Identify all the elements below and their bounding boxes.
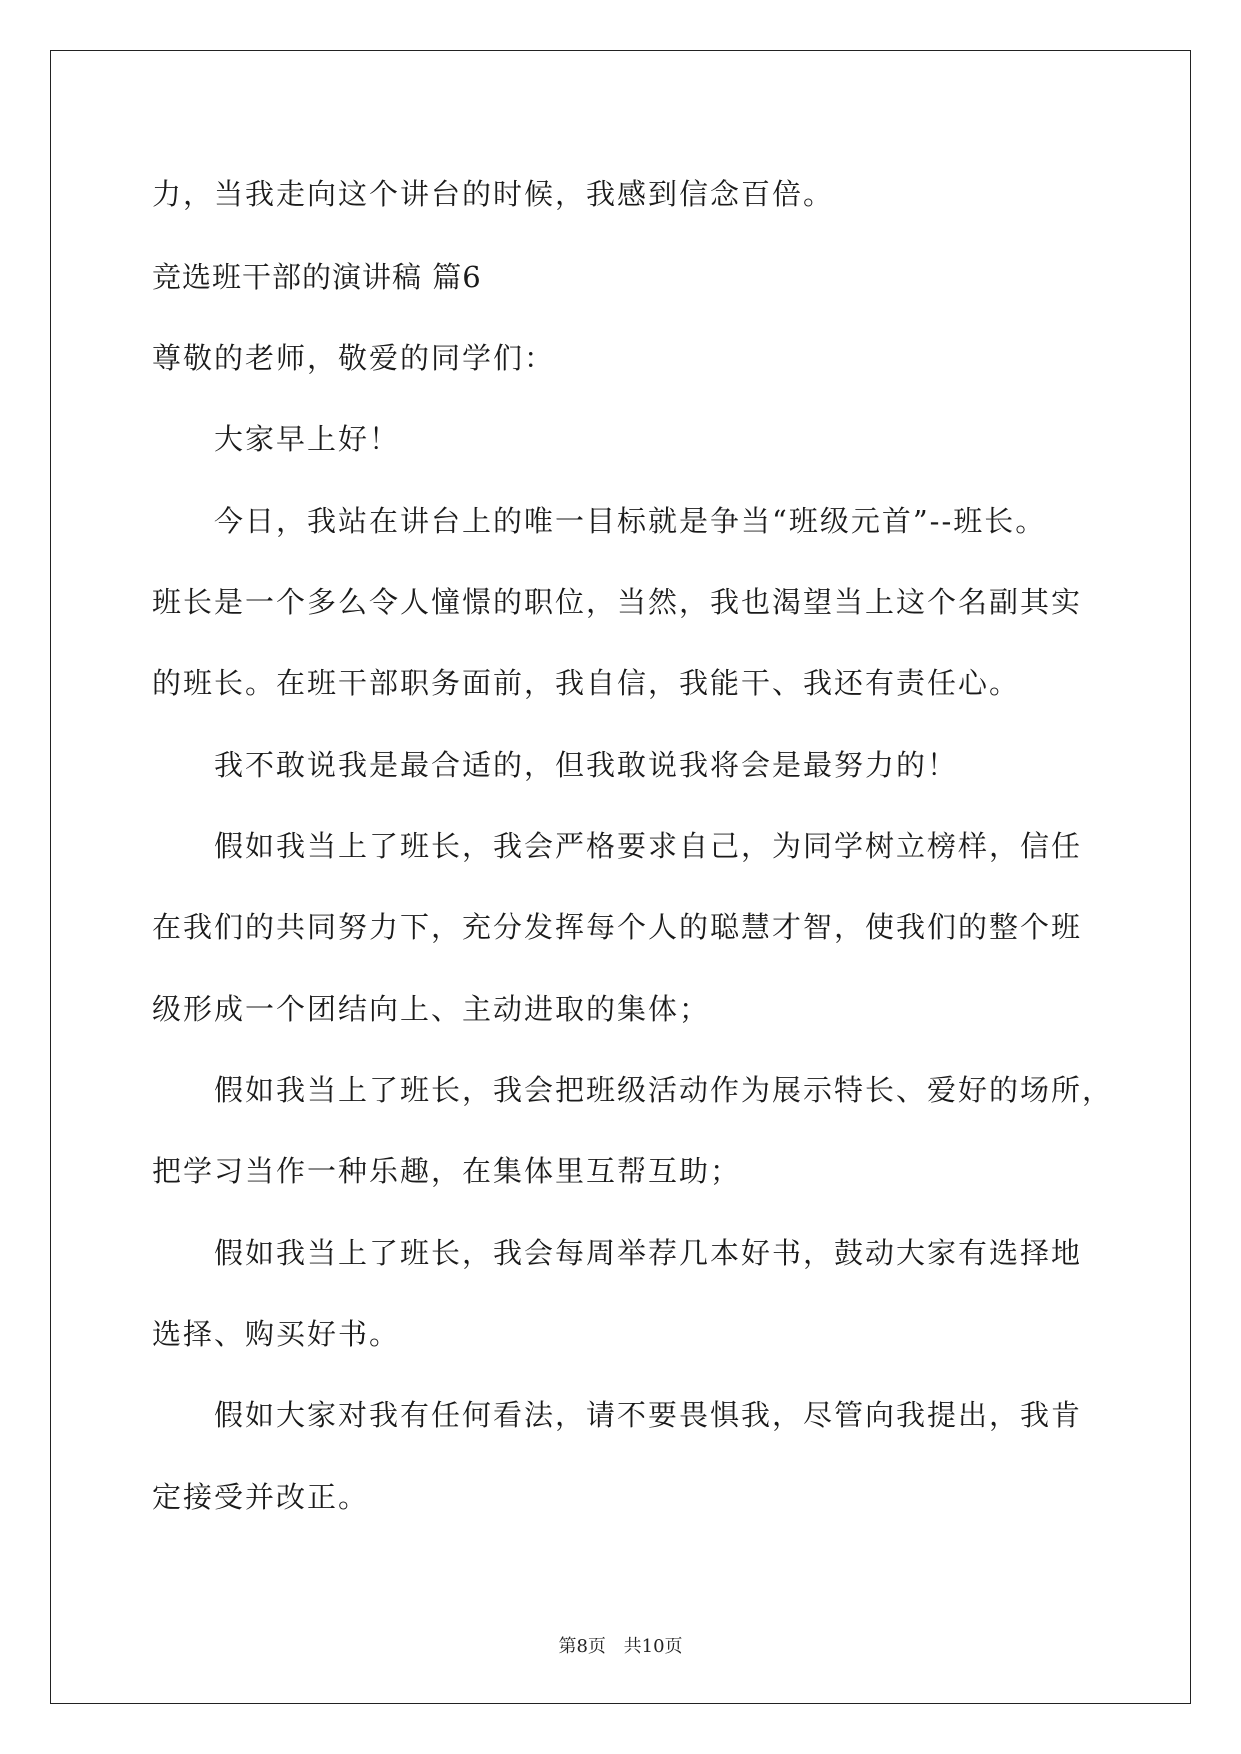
paragraph-line: 假如我当上了班长，我会严格要求自己，为同学树立榜样，信任 [214,829,1083,863]
paragraph-line: 在我们的共同努力下，充分发挥每个人的聪慧才智，使我们的整个班 [152,910,1083,944]
current-page-label: 第8页 [558,1636,606,1657]
paragraph-line: 假如大家对我有任何看法，请不要畏惧我，尽管向我提出，我肯 [214,1398,1083,1432]
paragraph-line: 我不敢说我是最合适的，但我敢说我将会是最努力的！ [214,748,959,782]
page-border [50,50,1191,1704]
paragraph-line: 定接受并改正。 [152,1480,370,1514]
greeting: 大家早上好！ [214,422,401,456]
paragraph-line: 的班长。在班干部职务面前，我自信，我能干、我还有责任心。 [152,666,1021,700]
salutation: 尊敬的老师，敬爱的同学们： [152,341,556,375]
total-pages-label: 共10页 [623,1636,683,1657]
paragraph-line: 假如我当上了班长，我会每周举荐几本好书，鼓动大家有选择地 [214,1236,1083,1270]
paragraph-line: 假如我当上了班长，我会把班级活动作为展示特长、爱好的场所， [214,1073,1114,1107]
paragraph-line: 力，当我走向这个讲台的时候，我感到信念百倍。 [152,177,835,211]
page-footer [0,1632,1241,1658]
paragraph-line: 把学习当作一种乐趣，在集体里互帮互助； [152,1154,742,1188]
paragraph-line: 级形成一个团结向上、主动进取的集体； [152,992,711,1026]
paragraph-line: 班长是一个多么令人憧憬的职位，当然，我也渴望当上这个名副其实 [152,585,1083,619]
section-heading: 竞选班干部的演讲稿 篇6 [152,260,482,294]
paragraph-line: 今日，我站在讲台上的唯一目标就是争当“班级元首”--班长。 [214,504,1047,538]
paragraph-line: 选择、购买好书。 [152,1317,401,1351]
